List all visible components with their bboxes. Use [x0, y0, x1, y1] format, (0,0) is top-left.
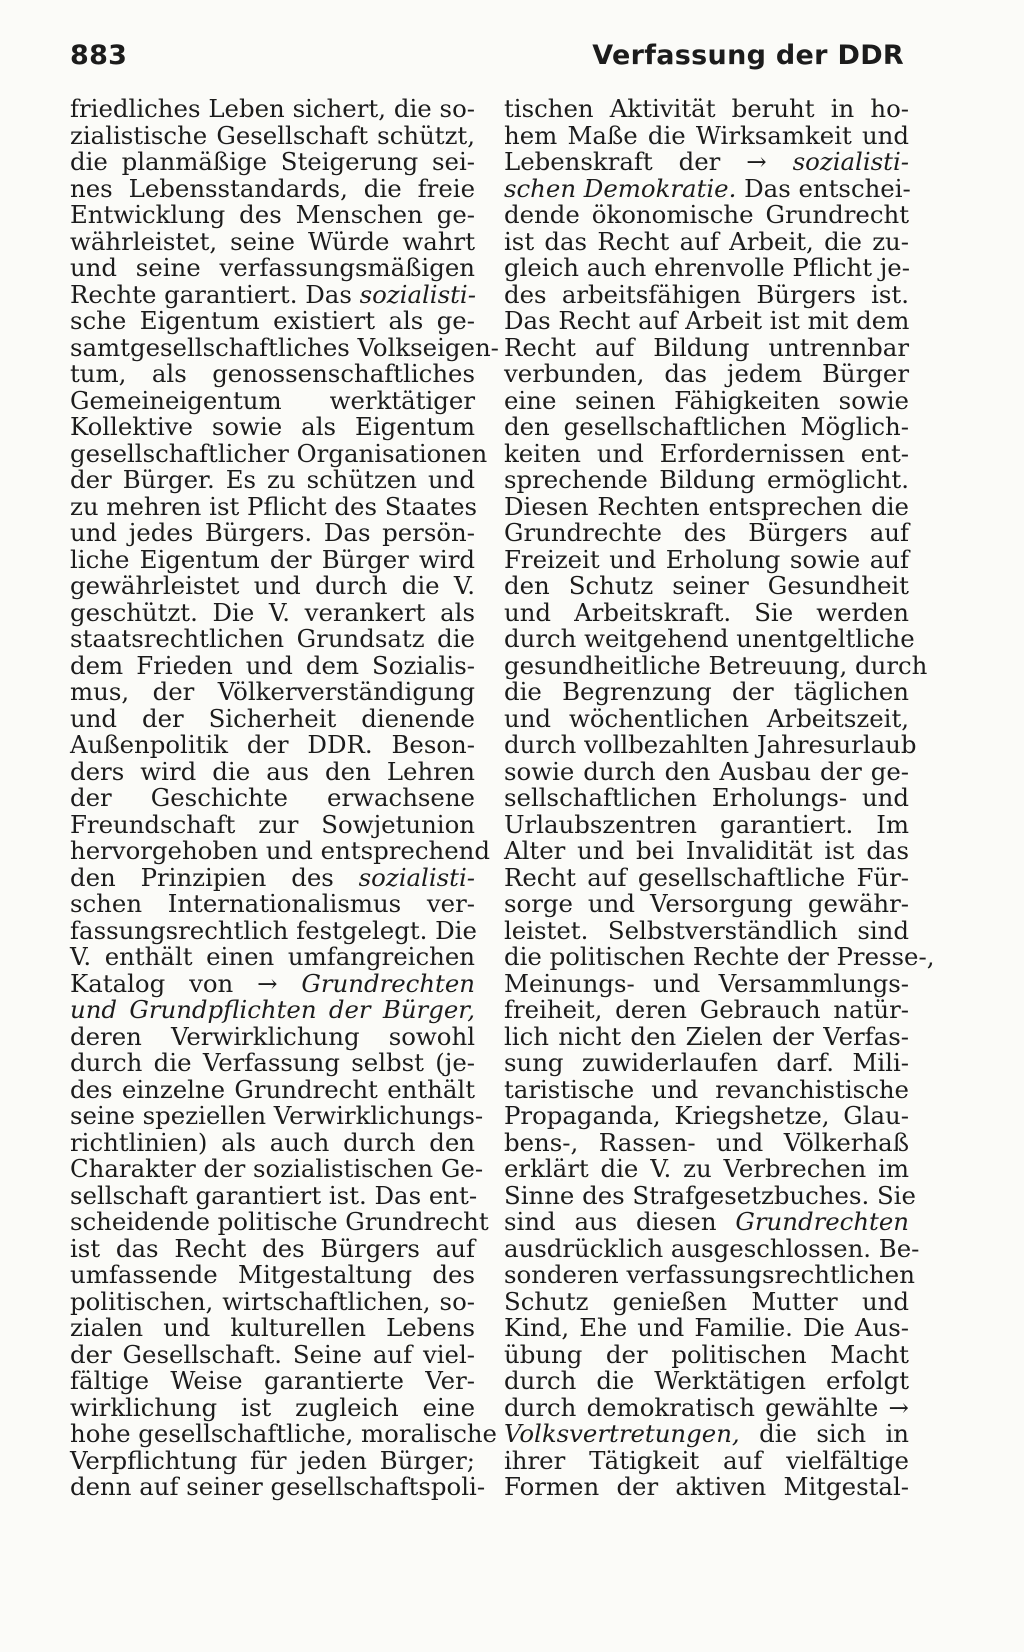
text-line: verbunden, das jedem Bürger [504, 359, 909, 388]
text-line: fassungsrechtlich festgelegt. Die [70, 915, 477, 945]
text-line: Freundschaft zur Sowjetunion [70, 809, 475, 839]
text-line: deren Verwirklichung sowohl [70, 1021, 475, 1051]
page-number: 883 [70, 40, 128, 71]
text-line: umfassende Mitgestaltung des [70, 1260, 475, 1289]
text-line: erklärt die V. zu Verbrechen im [504, 1154, 909, 1183]
text-line: zialistische Gesellschaft schützt, [70, 120, 475, 150]
text-line: währleistet, seine Würde wahrt [70, 226, 475, 256]
text-line: und Arbeitskraft. Sie werden [504, 597, 909, 627]
text-line: des einzelne Grundrecht enthält [70, 1074, 475, 1104]
text-line: Verpflichtung für jeden Bürger; [70, 1445, 475, 1475]
text-line: Recht auf Bildung untrennbar [504, 332, 909, 362]
text-line: gesellschaftlicher Organisationen [70, 438, 488, 468]
text-line: Entwicklung des Menschen ge- [70, 200, 475, 229]
text-line: Charakter der sozialistischen Ge- [70, 1154, 484, 1183]
text-line: des arbeitsfähigen Bürgers ist. [504, 279, 909, 309]
text-line: ihrer Tätigkeit auf vielfältige [504, 1445, 909, 1475]
text-line: nes Lebensstandards, die freie [70, 173, 475, 203]
text-line: Formen der aktiven Mitgestal- [504, 1472, 909, 1501]
text-line: den Prinzipien des sozialisti- [70, 862, 475, 892]
text-line: bens-, Rassen- und Völkerhaß [504, 1127, 909, 1157]
text-line: durch weitgehend unentgeltliche [504, 624, 915, 653]
text-line: schen Internationalismus ver- [70, 889, 475, 918]
text-line: friedliches Leben sichert, die so- [70, 94, 475, 123]
text-line: fältige Weise garantierte Ver- [70, 1366, 475, 1395]
text-line: Außenpolitik der DDR. Beson- [70, 730, 475, 759]
text-line: taristische und revanchistische [504, 1074, 909, 1104]
text-line: hervorgehoben und entsprechend [70, 836, 490, 865]
text-line: ist das Recht des Bürgers auf [70, 1233, 475, 1263]
text-line: sind aus diesen Grundrechten [504, 1207, 909, 1236]
text-line: tum, als genossenschaftliches [70, 359, 475, 388]
text-line: eine seinen Fähigkeiten sowie [504, 385, 909, 415]
text-line: Propaganda, Kriegshetze, Glau- [504, 1101, 909, 1130]
text-line: und wöchentlichen Arbeitszeit, [504, 703, 909, 733]
text-line: Rechte garantiert. Das sozialisti- [70, 279, 476, 309]
text-line: dem Frieden und dem Sozialis- [70, 650, 475, 680]
text-line: leistet. Selbstverständlich sind [504, 915, 909, 945]
text-line: sellschaft garantiert ist. Das ent- [70, 1180, 478, 1210]
text-line: Recht auf gesellschaftliche Für- [504, 862, 909, 892]
text-line: Freizeit und Erholung sowie auf [504, 544, 909, 574]
page-header [70, 40, 904, 71]
text-line: Diesen Rechten entsprechen die [504, 491, 909, 521]
text-line: staatsrechtlichen Grundsatz die [70, 624, 475, 653]
text-line: der Gesellschaft. Seine auf viel- [70, 1339, 475, 1369]
text-line: Katalog von → Grundrechten [70, 968, 475, 998]
text-line: liche Eigentum der Bürger wird [70, 544, 475, 574]
text-line: Sinne des Strafgesetzbuches. Sie [504, 1180, 916, 1210]
text-line: sorge und Versorgung gewähr- [504, 889, 909, 918]
text-line: gleich auch ehrenvolle Pflicht je- [504, 253, 910, 282]
text-line: mus, der Völkerverständigung [70, 677, 475, 706]
text-line: Schutz genießen Mutter und [504, 1286, 909, 1316]
text-line: sprechende Bildung ermöglicht. [504, 465, 909, 494]
text-line: Kollektive sowie als Eigentum [70, 412, 475, 441]
text-line: wirklichung ist zugleich eine [70, 1392, 475, 1422]
text-line: Meinungs- und Versammlungs- [504, 968, 909, 998]
text-line: freiheit, deren Gebrauch natür- [504, 995, 909, 1024]
text-line: keiten und Erfordernissen ent- [504, 438, 909, 468]
text-line: Urlaubszentren garantiert. Im [504, 809, 909, 839]
text-line: hem Maße die Wirksamkeit und [504, 120, 909, 150]
text-line: die Begrenzung der täglichen [504, 677, 909, 706]
text-line: den gesellschaftlichen Möglich- [504, 412, 909, 441]
text-line: richtlinien) als auch durch den [70, 1127, 475, 1157]
text-line: hohe gesellschaftliche, moralische [70, 1419, 497, 1448]
text-line: samtgesellschaftliches Volkseigen- [70, 332, 499, 362]
text-line: durch die Werktätigen erfolgt [504, 1366, 909, 1395]
text-line: schen Demokratie. Das entschei- [504, 173, 911, 203]
text-line: sowie durch den Ausbau der ge- [504, 756, 909, 786]
text-line: sung zuwiderlaufen darf. Mili- [504, 1048, 909, 1077]
text-line: und der Sicherheit dienende [70, 703, 475, 733]
text-line: durch demokratisch gewählte → [504, 1392, 909, 1422]
text-line: sonderen verfassungsrechtlichen [504, 1260, 915, 1289]
text-line: scheidende politische Grundrecht [70, 1207, 489, 1236]
text-line: die planmäßige Steigerung sei- [70, 147, 475, 176]
text-line: Volksvertretungen, die sich in [504, 1419, 909, 1448]
text-line: und seine verfassungsmäßigen [70, 253, 475, 282]
text-line: die politischen Rechte der Presse-, [504, 942, 935, 971]
text-line: denn auf seiner gesellschaftspoli- [70, 1472, 486, 1501]
text-line: tischen Aktivität beruht in ho- [504, 94, 909, 123]
text-line: Gemeineigentum werktätiger [70, 385, 475, 415]
text-line: seine speziellen Verwirklichungs- [70, 1101, 484, 1130]
text-line: Grundrechte des Bürgers auf [504, 518, 909, 547]
text-line: ist das Recht auf Arbeit, die zu- [504, 226, 909, 256]
text-line: gewährleistet und durch die V. [70, 571, 475, 600]
text-line: dende ökonomische Grundrecht [504, 200, 909, 229]
text-line: der Geschichte erwachsene [70, 783, 475, 812]
text-line: geschützt. Die V. verankert als [70, 597, 475, 627]
running-title: Verfassung der DDR [592, 40, 904, 71]
text-line: gesundheitliche Betreuung, durch [504, 650, 928, 680]
text-line: Das Recht auf Arbeit ist mit dem [504, 306, 910, 335]
text-line: der Bürger. Es zu schützen und [70, 465, 475, 494]
text-line: politischen, wirtschaftlichen, so- [70, 1286, 475, 1316]
text-column-left [70, 94, 499, 1501]
text-line: den Schutz seiner Gesundheit [504, 571, 909, 600]
text-line: zu mehren ist Pflicht des Staates [70, 491, 478, 521]
text-line: und Grundpflichten der Bürger, [70, 995, 475, 1024]
text-line: zialen und kulturellen Lebens [70, 1313, 475, 1342]
text-line: übung der politischen Macht [504, 1339, 909, 1369]
text-column-right [504, 94, 935, 1501]
text-line: durch die Verfassung selbst (je- [70, 1048, 475, 1077]
text-line: Lebenskraft der → sozialisti- [504, 147, 909, 176]
text-line: ausdrücklich ausgeschlossen. Be- [504, 1233, 920, 1263]
text-line: lich nicht den Zielen der Verfas- [504, 1021, 909, 1051]
text-line: Kind, Ehe und Familie. Die Aus- [504, 1313, 909, 1342]
text-line: V. enthält einen umfangreichen [70, 942, 475, 971]
text-line: ders wird die aus den Lehren [70, 756, 475, 786]
text-line: sellschaftlichen Erholungs- und [504, 783, 909, 812]
text-line: und jedes Bürgers. Das persön- [70, 518, 475, 547]
text-line: durch vollbezahlten Jahresurlaub [504, 730, 917, 759]
text-line: Alter und bei Invalidität ist das [504, 836, 909, 865]
text-line: sche Eigentum existiert als ge- [70, 306, 475, 335]
